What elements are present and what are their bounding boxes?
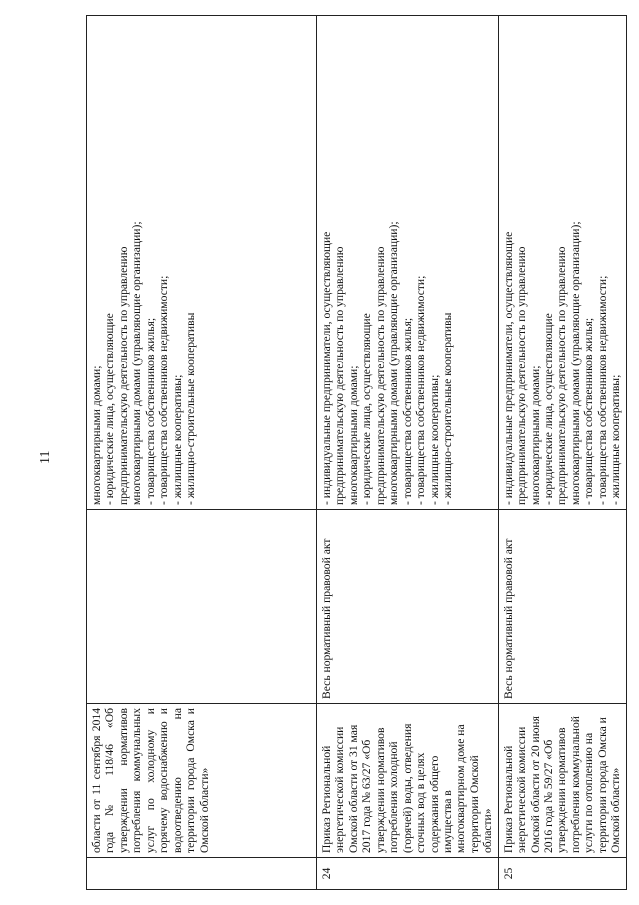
subject-line: многоквартирными домами; bbox=[90, 365, 103, 505]
act-scope-cell: Весь нормативный правовой акт bbox=[498, 510, 626, 704]
subject-line: - жилищно-строительные кооперативы bbox=[184, 312, 198, 505]
subject-line: - товарищества собственников недвижимости; bbox=[595, 275, 609, 505]
subject-line: - товарищества собственников жилья; bbox=[143, 317, 157, 505]
subject-line: - юридические лица, осуществляющие bbox=[360, 313, 374, 505]
subject-line: - юридические лица, осуществляющие bbox=[103, 313, 117, 505]
subject-line: - жилищно-строительные кооперативы bbox=[440, 312, 454, 505]
subjects-cell bbox=[498, 16, 626, 510]
subject-line: многоквартирными домами; bbox=[528, 365, 542, 505]
subject-line: - товарищества собственников недвижимости; bbox=[157, 275, 171, 505]
subject-line: - индивидуальные предприниматели, осуществляющие bbox=[501, 231, 515, 505]
subject-line: предпринимательскую деятельность по управлению bbox=[333, 246, 347, 505]
subject-line: - товарищества собственников жилья; bbox=[582, 317, 596, 505]
subject-line: многоквартирными домами; bbox=[346, 365, 360, 505]
table-row bbox=[87, 16, 317, 890]
act-scope-cell bbox=[87, 510, 317, 704]
act-name-cell: Приказ Региональной энергетической комиссии Омской области от 20 июня 2016 года № 59/27 «Об утверждении нормативов потребления коммунальной услуги по отоплению на территории города Омска и Омской области» bbox=[498, 704, 626, 858]
subject-line: - товарищества собственников жилья; bbox=[400, 317, 414, 505]
subject-line: - жилищные кооперативы; bbox=[170, 374, 184, 505]
subject-line: предпринимательскую деятельность по управлению bbox=[555, 246, 569, 505]
row-number-cell: 25 bbox=[498, 858, 626, 890]
act-scope-cell: Весь нормативный правовой акт bbox=[317, 510, 499, 704]
row-number-cell: 24 bbox=[317, 858, 499, 890]
subject-line: - индивидуальные предприниматели, осуществляющие bbox=[320, 231, 333, 505]
subjects-cell bbox=[317, 16, 499, 510]
subjects-cell bbox=[87, 16, 317, 510]
subject-line: многоквартирными домами (управляющие организации); bbox=[387, 221, 401, 505]
act-name-cell: области от 11 сентября 2014 года № 118/46 «Об утверждении нормативов потребления коммунальных услуг по холодному и горячему водоснабжению и водоотведению на территории города Омска и Омской области» bbox=[87, 704, 317, 858]
subject-line: - жилищные кооперативы; bbox=[427, 374, 441, 505]
subject-line: предпринимательскую деятельность по управлению bbox=[116, 246, 130, 505]
subject-line: многоквартирными домами (управляющие организации); bbox=[568, 221, 582, 505]
row-number-cell bbox=[87, 858, 317, 890]
subject-line: предпринимательскую деятельность по управлению bbox=[515, 246, 529, 505]
subject-line: многоквартирными домами (управляющие организации); bbox=[130, 221, 144, 505]
act-name-cell: Приказ Региональной энергетической комиссии Омской области от 31 мая 2017 года № 63/27 «Об утверждении нормативов потребления холодной (горячей) воды, отведения сточных вод в целях содержания общего имущества в многоквартирном доме на территории Омской области» bbox=[317, 704, 499, 858]
table-row bbox=[317, 16, 499, 890]
subject-line: - товарищества собственников недвижимости; bbox=[414, 275, 428, 505]
page-number: 11 bbox=[38, 450, 53, 464]
subject-line: - юридические лица, осуществляющие bbox=[542, 313, 555, 505]
subject-line: - жилищные кооперативы; bbox=[609, 374, 623, 505]
table-row bbox=[498, 16, 626, 890]
subject-line: предпринимательскую деятельность по управлению bbox=[373, 246, 387, 505]
legal-acts-table bbox=[86, 15, 627, 890]
